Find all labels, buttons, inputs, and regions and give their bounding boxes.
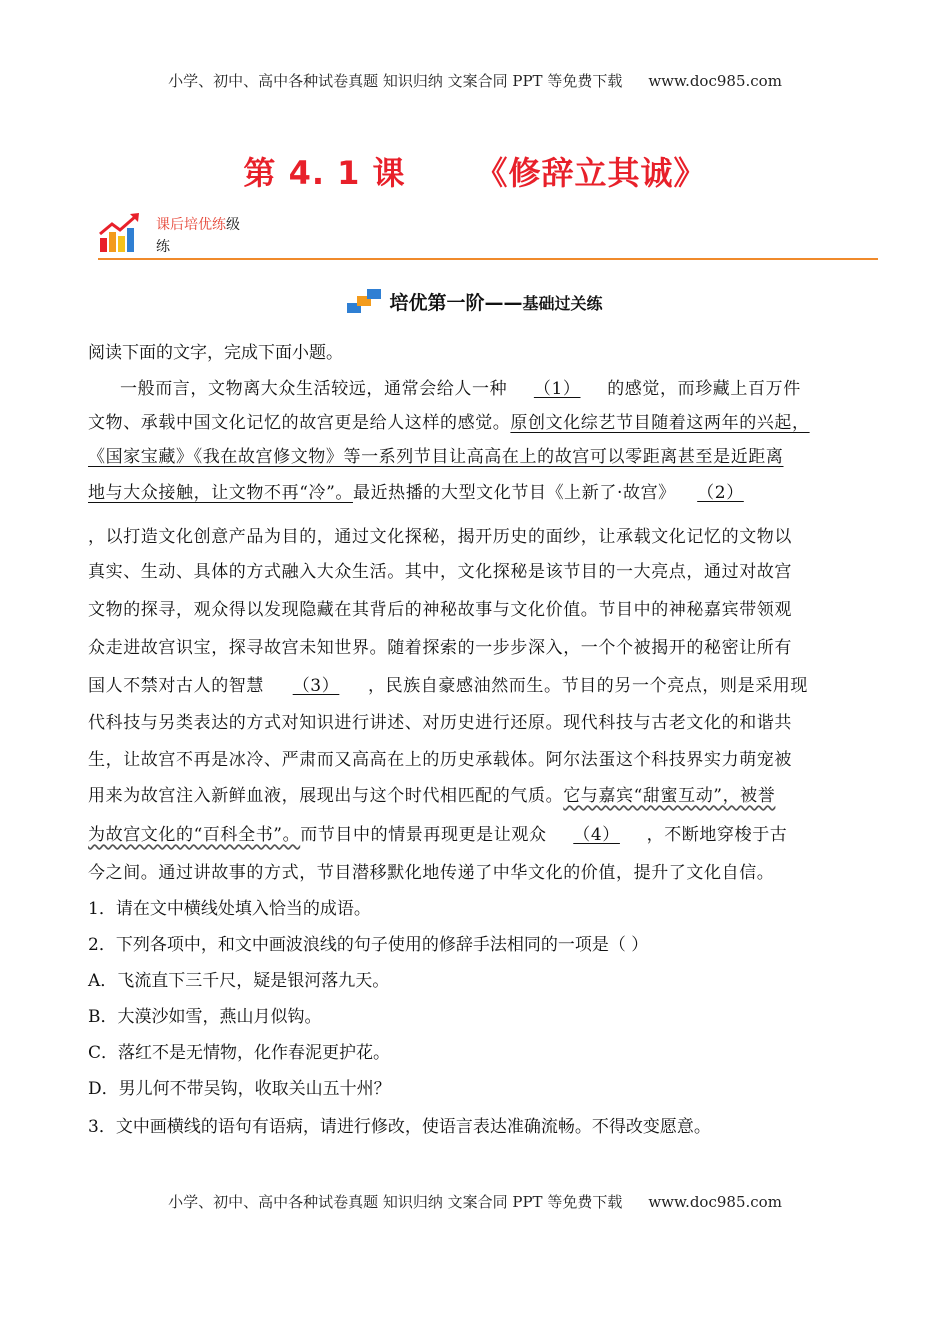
header-url[interactable]: www.doc985.com — [648, 72, 782, 90]
brand-block — [98, 208, 268, 258]
growth-chart-icon — [98, 212, 142, 254]
brand-label: 课后培优练级 练 — [156, 217, 240, 255]
option-d: D．男儿何不带吴钩，收取关山五十州？ — [88, 1079, 391, 1099]
blank-3: （3） — [292, 676, 340, 696]
page-footer — [0, 1191, 950, 1212]
footer-text: 小学、初中、高中各种试卷真题 知识归纳 文案合同 PPT 等免费下载 — [168, 1193, 623, 1211]
question-2: 2．下列各项中，和文中画波浪线的句子使用的修辞手法相同的一项是（ ） — [88, 935, 649, 955]
passage-line: 一般而言，文物离大众生活较远，通常会给人一种 （1） 的感觉，而珍藏上百万件 — [120, 374, 801, 399]
passage-line: 用来为故宫注入新鲜血液，展现出与这个时代相匹配的气质。它与嘉宾“甜蜜互动”，被誉 — [88, 786, 776, 806]
section-heading: 培优第一阶——基础过关练 — [0, 288, 950, 315]
header-divider — [98, 258, 878, 260]
passage-line: ，以打造文化创意产品为目的，通过文化探秘，揭开历史的面纱，让承载文化记忆的文物以 — [88, 527, 792, 547]
blank-1: （1） — [533, 379, 581, 399]
question-3: 3．文中画横线的语句有语病，请进行修改，使语言表达准确流畅。不得改变愿意。 — [88, 1117, 711, 1137]
page-header — [0, 70, 950, 91]
passage-line: 《国家宝藏》《我在故宫修文物》等一系列节目让高高在上的故宫可以零距离甚至是近距离 — [88, 447, 784, 467]
header-text: 小学、初中、高中各种试卷真题 知识归纳 文案合同 PPT 等免费下载 — [168, 72, 623, 90]
option-c: C．落红不是无情物，化作春泥更护花。 — [88, 1043, 391, 1063]
lesson-name: 《修辞立其诚》 — [475, 154, 707, 192]
passage-line: 今之间。通过讲故事的方式，节目潜移默化地传递了中华文化的价值，提升了文化自信。 — [88, 863, 775, 883]
lesson-number: 第 4. 1 课 — [243, 154, 406, 192]
passage-line: 文物的探寻，观众得以发现隐藏在其背后的神秘故事与文化价值。节目中的神秘嘉宾带领观 — [88, 600, 792, 620]
passage-line: 文物、承载中国文化记忆的故宫更是给人这样的感觉。原创文化综艺节目随着这两年的兴起， — [88, 413, 810, 433]
footer-url[interactable]: www.doc985.com — [648, 1193, 782, 1211]
passage-line: 代科技与另类表达的方式对知识进行讲述、对历史进行还原。现代科技与古老文化的和谐共 — [88, 713, 792, 733]
passage-line: 众走进故宫识宝，探寻故宫未知世界。随着探索的一步步深入，一个个被揭开的秘密让所有 — [88, 638, 792, 658]
reading-instruction: 阅读下面的文字，完成下面小题。 — [88, 343, 343, 363]
option-b: B．大漠沙如雪，燕山月似钩。 — [88, 1007, 322, 1027]
passage-line: 国人不禁对古人的智慧 （3） ，民族自豪感油然而生。节目的另一个亮点，则是采用现 — [88, 671, 808, 696]
passage-line: 地与大众接触，让文物不再“冷”。最近热播的大型文化节目《上新了·故宫》 （2） — [88, 478, 744, 503]
passage-line: 真实、生动、具体的方式融入大众生活。其中，文化探秘是该节目的一大亮点，通过对故宫 — [88, 562, 792, 582]
question-1: 1．请在文中横线处填入恰当的成语。 — [88, 899, 371, 919]
option-a: A．飞流直下三千尺，疑是银河落九天。 — [88, 971, 390, 991]
steps-icon — [347, 289, 383, 313]
blank-2: （2） — [697, 483, 744, 503]
passage-line: 为故宫文化的“百科全书”。而节目中的情景再现更是让观众 （4） ，不断地穿梭于古 — [88, 820, 787, 845]
passage-line: 生，让故宫不再是冰冷、严肃而又高高在上的历史承载体。阿尔法蛋这个科技界实力萌宠被 — [88, 750, 792, 770]
page-title — [0, 148, 950, 194]
blank-4: （4） — [573, 825, 620, 845]
